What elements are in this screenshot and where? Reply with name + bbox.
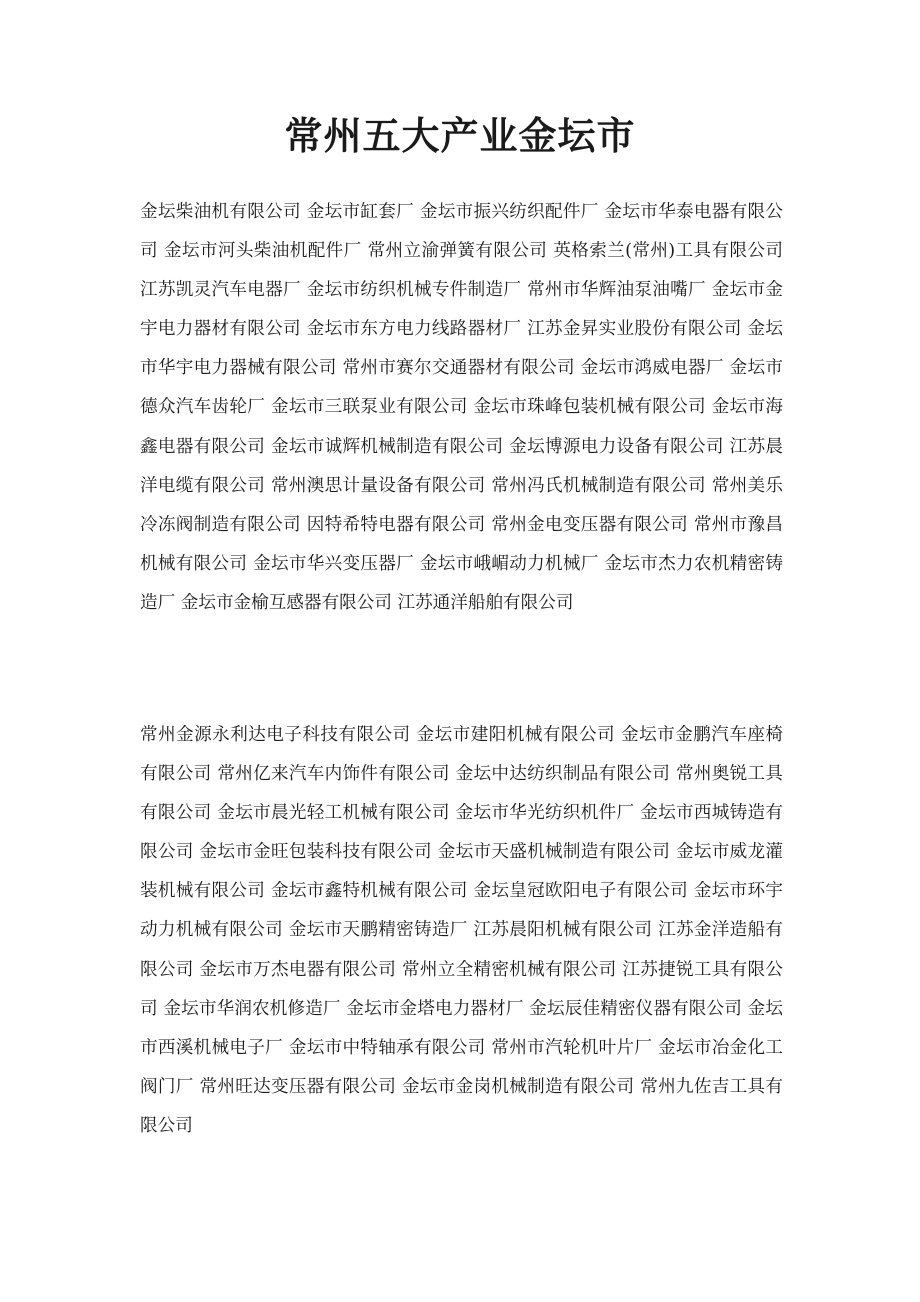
document-title: 常州五大产业金坛市 [284, 113, 636, 158]
company-list-paragraph-2: 常州金源永利达电子科技有限公司 金坛市建阳机械有限公司 金坛市金鹏汽车座椅有限公司 常州亿来汽车内饰件有限公司 金坛中达纺织制品有限公司 常州奥锐工具有限公司 金坛市晨光轻工机械有限公司 金坛市华光纺织机件厂 金坛市西城铸造有限公司 金坛市金旺包装科技有限公司 金坛市天盛机械制造有限公司 金坛市威龙灌装机械有限公司 金坛市鑫特机械有限公司 金坛皇冠欧阳电子有限公司 金坛市环宇动力机械有限公司 金坛市天鹏精密铸造厂 江苏晨阳机械有限公司 江苏金洋造船有限公司 金坛市万杰电器有限公司 常州立全精密机械有限公司 江苏捷锐工具有限公司 金坛市华润农机修造厂 金坛市金塔电力器材厂 金坛辰佳精密仪器有限公司 金坛市西溪机械电子厂 金坛市中特轴承有限公司 常州市汽轮机叶片厂 金坛市冶金化工阀门厂 常州旺达变压器有限公司 金坛市金岗机械制造有限公司 常州九佐吉工具有限公司 [140, 725, 783, 1136]
company-list-paragraph-1: 金坛柴油机有限公司 金坛市缸套厂 金坛市振兴纺织配件厂 金坛市华泰电器有限公司 金坛市河头柴油机配件厂 常州立渝弹簧有限公司 英格索兰(常州)工具有限公司 江苏凯灵汽车电器厂 金坛市纺织机械专件制造厂 常州市华辉油泵油嘴厂 金坛市金宇电力器材有限公司 金坛市东方电力线路器材厂 江苏金昇实业股份有限公司 金坛市华宇电力器械有限公司 常州市赛尔交通器材有限公司 金坛市鸿威电器厂 金坛市德众汽车齿轮厂 金坛市三联泵业有限公司 金坛市珠峰包装机械有限公司 金坛市海鑫电器有限公司 金坛市诚辉机械制造有限公司 金坛博源电力设备有限公司 江苏晨洋电缆有限公司 常州澳思计量设备有限公司 常州冯氏机械制造有限公司 常州美乐冷冻阀制造有限公司 因特希特电器有限公司 常州金电变压器有限公司 常州市豫昌机械有限公司 金坛市华兴变压器厂 金坛市峨嵋动力机械厂 金坛市杰力农机精密铸造厂 金坛市金榆互感器有限公司 江苏通洋船舶有限公司 [140, 202, 783, 613]
